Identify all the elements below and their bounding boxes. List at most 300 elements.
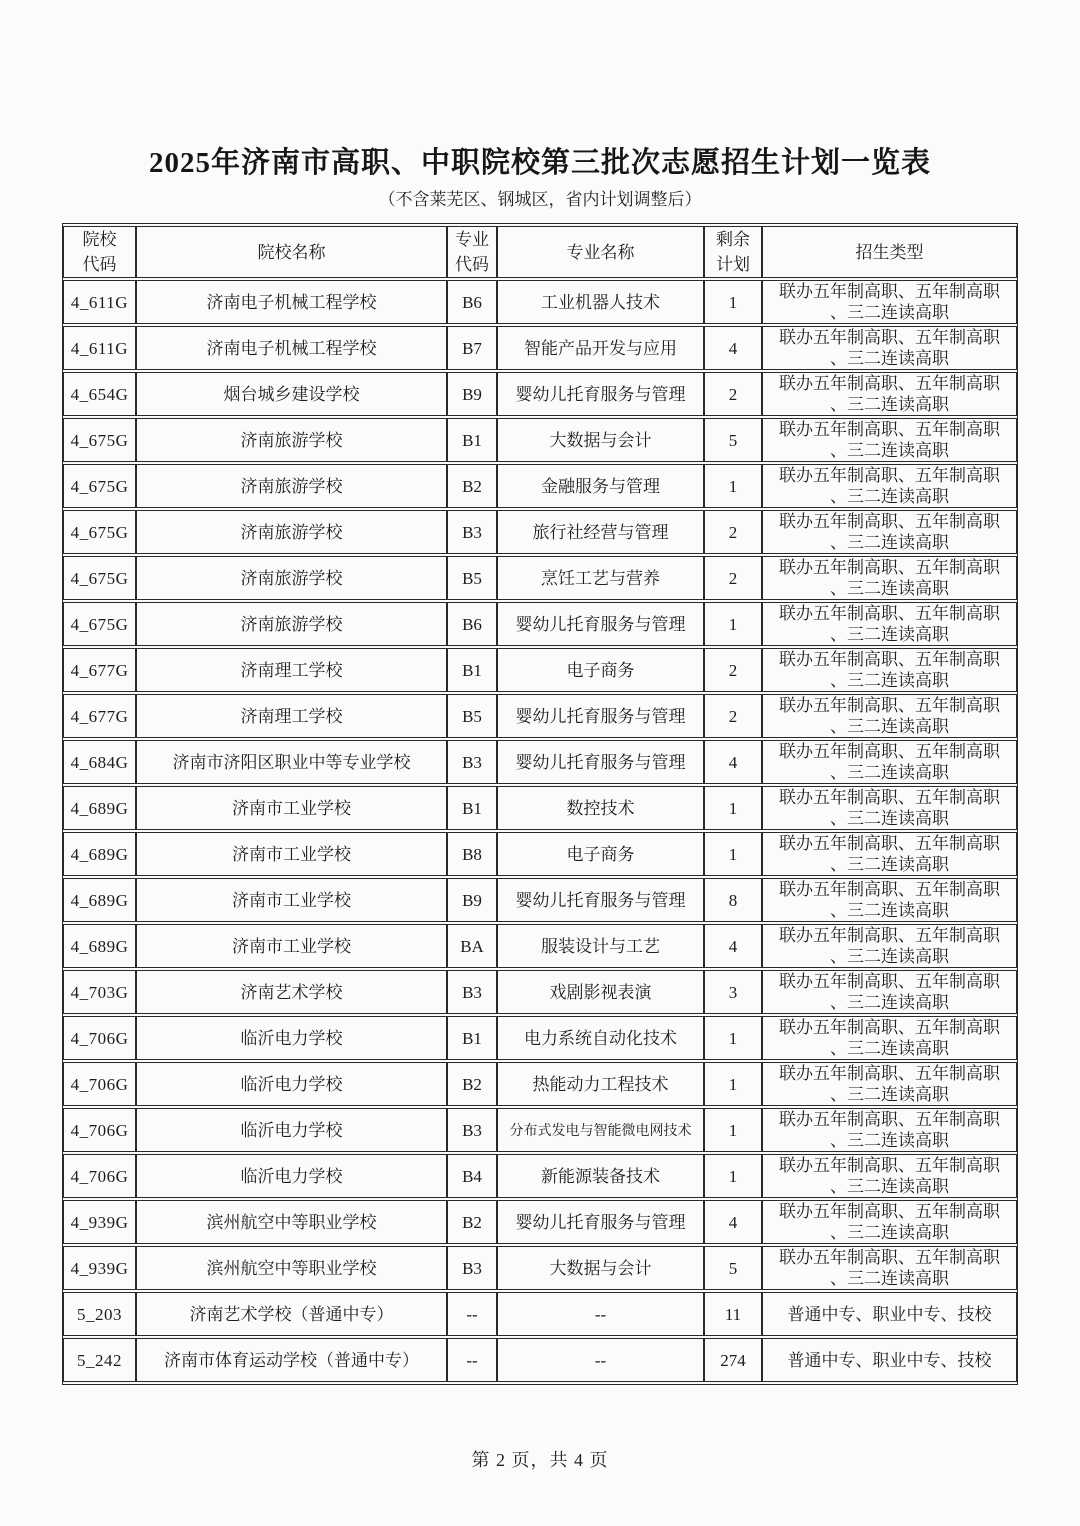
cell-text: 联办五年制高职、五年制高职、三二连读高职: [779, 972, 1000, 1012]
cell-major-code: [447, 556, 497, 600]
table-row: [63, 1016, 1017, 1060]
column-header-major-name: [497, 226, 704, 278]
cell-school-code: [63, 832, 136, 876]
cell-text: 联办五年制高职、五年制高职、三二连读高职: [779, 696, 1000, 736]
cell-enroll-type: [762, 556, 1017, 600]
cell-school-code: [63, 280, 136, 324]
cell-text: 婴幼儿托育服务与管理: [515, 384, 686, 404]
cell-school-code: [63, 1338, 136, 1382]
cell-text: 4_689G: [70, 890, 129, 910]
cell-text: 274: [720, 1350, 746, 1370]
column-header-remaining-plan: [704, 226, 762, 278]
cell-major-code: [447, 326, 497, 370]
cell-major-name: [497, 280, 704, 324]
cell-text: BA: [460, 936, 484, 956]
cell-enroll-type: [762, 694, 1017, 738]
cell-text: 4_706G: [70, 1120, 129, 1140]
cell-school-name: [136, 1338, 447, 1382]
cell-text: 婴幼儿托育服务与管理: [515, 1212, 686, 1232]
cell-text: 4_939G: [70, 1258, 129, 1278]
table-row: [63, 464, 1017, 508]
column-header-label: 院校代码: [82, 230, 117, 274]
cell-enroll-type: [762, 1246, 1017, 1290]
cell-major-name: [497, 1338, 704, 1382]
cell-text: B4: [462, 1166, 482, 1186]
cell-school-code: [63, 694, 136, 738]
cell-remaining-plan: [704, 418, 762, 462]
cell-text: 4_675G: [70, 522, 129, 542]
cell-text: 2: [728, 706, 738, 726]
cell-remaining-plan: [704, 1246, 762, 1290]
cell-remaining-plan: [704, 464, 762, 508]
cell-school-code: [63, 510, 136, 554]
cell-text: 4: [728, 752, 738, 772]
cell-text: B1: [462, 798, 482, 818]
cell-text: 4_689G: [70, 936, 129, 956]
cell-text: 戏剧影视表演: [549, 982, 652, 1002]
table-row: [63, 786, 1017, 830]
cell-school-code: [63, 786, 136, 830]
cell-enroll-type: [762, 1108, 1017, 1152]
cell-school-name: [136, 1200, 447, 1244]
cell-major-code: [447, 1108, 497, 1152]
cell-text: B5: [462, 706, 482, 726]
cell-enroll-type: [762, 1338, 1017, 1382]
cell-school-code: [63, 602, 136, 646]
cell-remaining-plan: [704, 878, 762, 922]
cell-text: 联办五年制高职、五年制高职、三二连读高职: [779, 834, 1000, 874]
cell-text: 5: [728, 1258, 738, 1278]
cell-text: 5: [728, 430, 738, 450]
table-row: [63, 1108, 1017, 1152]
cell-school-code: [63, 1016, 136, 1060]
cell-school-code: [63, 1108, 136, 1152]
cell-text: 4_684G: [70, 752, 129, 772]
cell-remaining-plan: [704, 280, 762, 324]
cell-text: 大数据与会计: [549, 430, 652, 450]
cell-text: 联办五年制高职、五年制高职、三二连读高职: [779, 466, 1000, 506]
cell-text: 分布式发电与智能微电网技术: [509, 1123, 692, 1139]
cell-text: --: [466, 1304, 478, 1324]
cell-school-name: [136, 418, 447, 462]
cell-remaining-plan: [704, 1292, 762, 1336]
cell-school-name: [136, 1154, 447, 1198]
cell-text: --: [594, 1304, 607, 1324]
column-header-school-name: [136, 226, 447, 278]
cell-text: 4_677G: [70, 706, 129, 726]
cell-major-code: [447, 740, 497, 784]
cell-remaining-plan: [704, 786, 762, 830]
cell-major-name: [497, 1062, 704, 1106]
cell-text: 联办五年制高职、五年制高职、三二连读高职: [779, 374, 1000, 414]
cell-text: 4: [728, 936, 738, 956]
cell-text: B3: [462, 1120, 482, 1140]
cell-school-code: [63, 740, 136, 784]
cell-enroll-type: [762, 648, 1017, 692]
cell-text: 4_689G: [70, 798, 129, 818]
cell-major-name: [497, 1108, 704, 1152]
cell-remaining-plan: [704, 832, 762, 876]
cell-remaining-plan: [704, 648, 762, 692]
table-row: [63, 1292, 1017, 1336]
cell-text: B2: [462, 1074, 482, 1094]
cell-major-code: [447, 924, 497, 968]
cell-enroll-type: [762, 740, 1017, 784]
cell-text: B9: [462, 384, 482, 404]
column-header-label: 剩余计划: [715, 230, 750, 274]
cell-text: 1: [728, 1166, 738, 1186]
cell-major-code: [447, 372, 497, 416]
cell-school-name: [136, 648, 447, 692]
table-row: [63, 832, 1017, 876]
cell-school-code: [63, 648, 136, 692]
cell-text: B3: [462, 982, 482, 1002]
cell-school-name: [136, 786, 447, 830]
cell-enroll-type: [762, 280, 1017, 324]
cell-text: 4_706G: [70, 1028, 129, 1048]
cell-text: 1: [728, 292, 738, 312]
cell-text: 婴幼儿托育服务与管理: [515, 890, 686, 910]
page-subtitle: （不含莱芜区、钢城区，省内计划调整后）: [378, 190, 702, 209]
cell-enroll-type: [762, 510, 1017, 554]
cell-text: 电力系统自动化技术: [524, 1028, 677, 1048]
column-header-major-code: [447, 226, 497, 278]
column-header-enroll-type: [762, 226, 1017, 278]
cell-text: 联办五年制高职、五年制高职、三二连读高职: [779, 788, 1000, 828]
cell-enroll-type: [762, 418, 1017, 462]
cell-remaining-plan: [704, 1200, 762, 1244]
cell-major-name: [497, 602, 704, 646]
cell-text: 1: [728, 798, 738, 818]
table-row: [63, 740, 1017, 784]
cell-major-code: [447, 602, 497, 646]
page-title: 2025年济南市高职、中职院校第三批次志愿招生计划一览表: [148, 147, 931, 179]
table-row: [63, 1062, 1017, 1106]
cell-text: 临沂电力学校: [240, 1074, 343, 1094]
cell-enroll-type: [762, 924, 1017, 968]
cell-text: 4: [728, 1212, 738, 1232]
cell-text: B1: [462, 430, 482, 450]
cell-text: 3: [728, 982, 738, 1002]
cell-text: 普通中专、职业中专、技校: [787, 1350, 992, 1370]
cell-school-name: [136, 878, 447, 922]
cell-text: 1: [728, 1120, 738, 1140]
cell-school-name: [136, 326, 447, 370]
table-row: [63, 1200, 1017, 1244]
cell-text: B5: [462, 568, 482, 588]
cell-school-code: [63, 556, 136, 600]
table-row: [63, 556, 1017, 600]
cell-text: 联办五年制高职、五年制高职、三二连读高职: [779, 1202, 1000, 1242]
cell-text: 4_677G: [70, 660, 129, 680]
column-header-school-code: [63, 226, 136, 278]
cell-major-name: [497, 1016, 704, 1060]
cell-enroll-type: [762, 970, 1017, 1014]
cell-enroll-type: [762, 372, 1017, 416]
cell-text: 大数据与会计: [549, 1258, 652, 1278]
table-row: [63, 372, 1017, 416]
table-row: [63, 878, 1017, 922]
cell-school-name: [136, 694, 447, 738]
cell-major-code: [447, 464, 497, 508]
cell-remaining-plan: [704, 556, 762, 600]
cell-text: 临沂电力学校: [240, 1120, 343, 1140]
cell-school-name: [136, 464, 447, 508]
cell-text: B3: [462, 1258, 482, 1278]
cell-remaining-plan: [704, 372, 762, 416]
cell-remaining-plan: [704, 924, 762, 968]
enrollment-plan-table: [62, 223, 1018, 1385]
cell-text: 济南市体育运动学校（普通中专）: [164, 1350, 419, 1370]
cell-text: 11: [724, 1304, 742, 1324]
cell-text: 济南电子机械工程学校: [206, 338, 377, 358]
cell-enroll-type: [762, 1200, 1017, 1244]
cell-text: B6: [462, 292, 482, 312]
cell-text: B8: [462, 844, 482, 864]
cell-major-name: [497, 510, 704, 554]
cell-text: 4_611G: [70, 338, 129, 358]
cell-text: 2: [728, 522, 738, 542]
cell-text: 旅行社经营与管理: [532, 522, 669, 542]
cell-school-name: [136, 1108, 447, 1152]
cell-major-code: [447, 694, 497, 738]
cell-text: 2: [728, 568, 738, 588]
cell-text: --: [466, 1350, 478, 1370]
cell-text: 联办五年制高职、五年制高职、三二连读高职: [779, 282, 1000, 322]
cell-remaining-plan: [704, 1338, 762, 1382]
cell-major-name: [497, 832, 704, 876]
cell-text: B3: [462, 752, 482, 772]
cell-text: 联办五年制高职、五年制高职、三二连读高职: [779, 558, 1000, 598]
cell-text: 智能产品开发与应用: [524, 338, 677, 358]
table-row: [63, 1154, 1017, 1198]
cell-text: 济南理工学校: [240, 706, 343, 726]
cell-remaining-plan: [704, 1016, 762, 1060]
table-row: [63, 1246, 1017, 1290]
column-header-label: 专业名称: [566, 242, 635, 262]
cell-text: 联办五年制高职、五年制高职、三二连读高职: [779, 742, 1000, 782]
cell-text: 联办五年制高职、五年制高职、三二连读高职: [779, 1064, 1000, 1104]
cell-major-name: [497, 740, 704, 784]
cell-text: 1: [728, 1074, 738, 1094]
cell-text: 济南市工业学校: [232, 798, 351, 818]
cell-text: 联办五年制高职、五年制高职、三二连读高职: [779, 604, 1000, 644]
cell-text: 济南艺术学校: [240, 982, 343, 1002]
cell-major-name: [497, 1154, 704, 1198]
cell-text: 烹饪工艺与营养: [541, 568, 660, 588]
cell-remaining-plan: [704, 1154, 762, 1198]
cell-text: 4_703G: [70, 982, 129, 1002]
cell-text: 5_242: [77, 1350, 122, 1370]
cell-major-code: [447, 1154, 497, 1198]
table-row: [63, 924, 1017, 968]
cell-major-code: [447, 418, 497, 462]
cell-school-name: [136, 1292, 447, 1336]
cell-text: 4_611G: [70, 292, 129, 312]
cell-text: 4_675G: [70, 476, 129, 496]
cell-text: 电子商务: [566, 844, 635, 864]
cell-school-name: [136, 1016, 447, 1060]
cell-school-code: [63, 970, 136, 1014]
cell-text: 4_675G: [70, 614, 129, 634]
table-body: [63, 280, 1017, 1382]
cell-major-code: [447, 1338, 497, 1382]
cell-text: 4_939G: [70, 1212, 129, 1232]
cell-text: 4_706G: [70, 1074, 129, 1094]
cell-enroll-type: [762, 464, 1017, 508]
cell-text: B7: [462, 338, 482, 358]
cell-text: 济南旅游学校: [240, 476, 343, 496]
cell-major-name: [497, 556, 704, 600]
cell-school-name: [136, 1062, 447, 1106]
cell-text: 济南电子机械工程学校: [206, 292, 377, 312]
cell-text: 联办五年制高职、五年制高职、三二连读高职: [779, 1156, 1000, 1196]
cell-text: 临沂电力学校: [240, 1028, 343, 1048]
cell-text: 济南旅游学校: [240, 522, 343, 542]
cell-text: 临沂电力学校: [240, 1166, 343, 1186]
cell-school-code: [63, 924, 136, 968]
table-row: [63, 694, 1017, 738]
cell-remaining-plan: [704, 1108, 762, 1152]
column-header-label: 院校名称: [257, 242, 326, 262]
cell-major-name: [497, 694, 704, 738]
cell-text: 4: [728, 338, 738, 358]
cell-enroll-type: [762, 786, 1017, 830]
cell-text: 服装设计与工艺: [541, 936, 660, 956]
cell-school-code: [63, 878, 136, 922]
cell-major-name: [497, 786, 704, 830]
cell-major-name: [497, 372, 704, 416]
table-row: [63, 602, 1017, 646]
cell-text: 济南旅游学校: [240, 614, 343, 634]
cell-school-code: [63, 1246, 136, 1290]
cell-text: 济南市工业学校: [232, 844, 351, 864]
cell-text: 热能动力工程技术: [532, 1074, 669, 1094]
cell-text: 4_689G: [70, 844, 129, 864]
cell-school-name: [136, 970, 447, 1014]
cell-school-code: [63, 372, 136, 416]
cell-text: 联办五年制高职、五年制高职、三二连读高职: [779, 1018, 1000, 1058]
cell-text: 1: [728, 614, 738, 634]
cell-text: 5_203: [77, 1304, 122, 1324]
cell-text: 济南理工学校: [240, 660, 343, 680]
cell-text: 数控技术: [566, 798, 635, 818]
cell-major-code: [447, 648, 497, 692]
cell-text: 4_706G: [70, 1166, 129, 1186]
table-header-row: [63, 226, 1017, 278]
cell-text: 济南旅游学校: [240, 430, 343, 450]
cell-school-name: [136, 832, 447, 876]
cell-text: 联办五年制高职、五年制高职、三二连读高职: [779, 1248, 1000, 1288]
cell-school-name: [136, 740, 447, 784]
cell-text: 工业机器人技术: [541, 292, 660, 312]
cell-text: 1: [728, 844, 738, 864]
cell-text: 4_654G: [70, 384, 129, 404]
cell-text: 1: [728, 1028, 738, 1048]
cell-major-code: [447, 1292, 497, 1336]
cell-remaining-plan: [704, 970, 762, 1014]
cell-text: 滨州航空中等职业学校: [206, 1258, 377, 1278]
cell-school-code: [63, 1200, 136, 1244]
cell-enroll-type: [762, 1016, 1017, 1060]
page-number: 第 2 页，共 4 页: [471, 1450, 609, 1470]
cell-enroll-type: [762, 602, 1017, 646]
cell-text: 婴幼儿托育服务与管理: [515, 614, 686, 634]
cell-school-name: [136, 372, 447, 416]
table-row: [63, 280, 1017, 324]
cell-school-code: [63, 464, 136, 508]
cell-enroll-type: [762, 326, 1017, 370]
cell-text: 婴幼儿托育服务与管理: [515, 752, 686, 772]
cell-text: B2: [462, 1212, 482, 1232]
cell-text: 联办五年制高职、五年制高职、三二连读高职: [779, 328, 1000, 368]
cell-text: 济南旅游学校: [240, 568, 343, 588]
cell-text: 2: [728, 660, 738, 680]
cell-text: 济南市工业学校: [232, 936, 351, 956]
cell-text: 电子商务: [566, 660, 635, 680]
cell-major-name: [497, 648, 704, 692]
table-row: [63, 648, 1017, 692]
cell-major-code: [447, 878, 497, 922]
cell-major-code: [447, 1246, 497, 1290]
cell-text: 联办五年制高职、五年制高职、三二连读高职: [779, 880, 1000, 920]
cell-major-code: [447, 786, 497, 830]
cell-major-name: [497, 326, 704, 370]
cell-major-code: [447, 1016, 497, 1060]
cell-text: --: [594, 1350, 607, 1370]
cell-text: 联办五年制高职、五年制高职、三二连读高职: [779, 420, 1000, 460]
cell-major-code: [447, 832, 497, 876]
cell-remaining-plan: [704, 694, 762, 738]
cell-enroll-type: [762, 1292, 1017, 1336]
cell-text: B2: [462, 476, 482, 496]
cell-text: B3: [462, 522, 482, 542]
cell-major-name: [497, 970, 704, 1014]
cell-school-name: [136, 1246, 447, 1290]
cell-major-code: [447, 280, 497, 324]
cell-text: 联办五年制高职、五年制高职、三二连读高职: [779, 926, 1000, 966]
cell-text: 联办五年制高职、五年制高职、三二连读高职: [779, 1110, 1000, 1150]
cell-text: 金融服务与管理: [541, 476, 660, 496]
cell-major-name: [497, 924, 704, 968]
cell-major-name: [497, 878, 704, 922]
cell-remaining-plan: [704, 326, 762, 370]
cell-text: 1: [728, 476, 738, 496]
cell-text: 烟台城乡建设学校: [223, 384, 360, 404]
cell-text: 普通中专、职业中专、技校: [787, 1304, 992, 1324]
cell-school-name: [136, 510, 447, 554]
cell-text: 济南艺术学校（普通中专）: [189, 1304, 394, 1324]
cell-major-code: [447, 510, 497, 554]
cell-text: 联办五年制高职、五年制高职、三二连读高职: [779, 512, 1000, 552]
cell-school-name: [136, 280, 447, 324]
cell-enroll-type: [762, 832, 1017, 876]
table-row: [63, 970, 1017, 1014]
cell-text: 济南市济阳区职业中等专业学校: [172, 752, 411, 772]
cell-school-code: [63, 1154, 136, 1198]
cell-text: 新能源装备技术: [541, 1166, 660, 1186]
cell-school-code: [63, 1062, 136, 1106]
cell-remaining-plan: [704, 740, 762, 784]
cell-text: 8: [728, 890, 738, 910]
cell-major-name: [497, 1292, 704, 1336]
cell-text: 滨州航空中等职业学校: [206, 1212, 377, 1232]
table-row: [63, 418, 1017, 462]
table-row: [63, 1338, 1017, 1382]
cell-text: 联办五年制高职、五年制高职、三二连读高职: [779, 650, 1000, 690]
cell-school-name: [136, 924, 447, 968]
cell-major-code: [447, 1200, 497, 1244]
